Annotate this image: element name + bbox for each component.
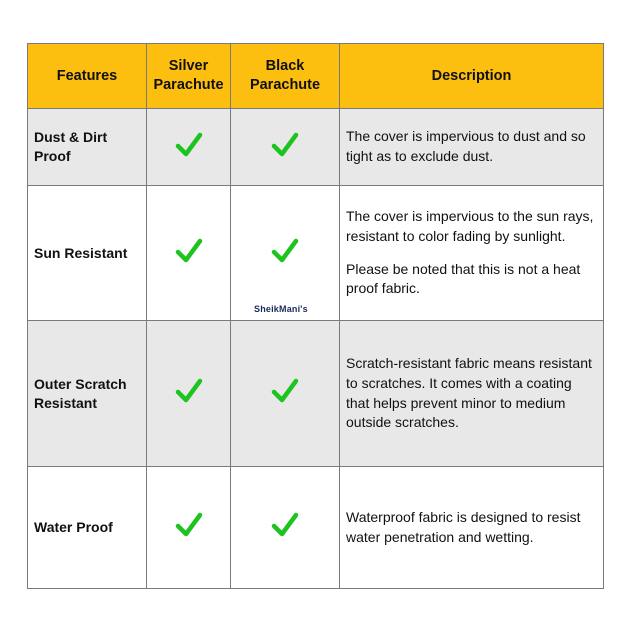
header-description: Description: [340, 44, 604, 109]
watermark-logo: SheikMani's: [254, 304, 308, 314]
feature-name: Water Proof: [28, 467, 147, 589]
table-row: [28, 467, 604, 589]
description-text: Scratch-resistant fabric means resistant to scratches. It comes with a coating that helps prevent minor to medium outside scratches.: [346, 354, 592, 431]
silver-cell: [147, 467, 231, 589]
header-black-parachute: Black Parachute: [231, 44, 340, 109]
header-features: Features: [28, 44, 147, 109]
feature-name: Outer Scratch Resistant: [28, 321, 147, 467]
table-row: [28, 186, 604, 321]
black-cell: [231, 186, 340, 321]
check-icon: [271, 378, 299, 404]
silver-cell: [147, 109, 231, 186]
feature-description: [340, 467, 604, 589]
black-cell: [231, 467, 340, 589]
header-row: [28, 44, 604, 109]
description-note: Please be noted that this is not a heat proof fabric.: [346, 260, 581, 297]
silver-cell: [147, 321, 231, 467]
description-text: The cover is impervious to dust and so tight as to exclude dust.: [346, 128, 586, 164]
description-text: Waterproof fabric is designed to resist water penetration and wetting.: [346, 508, 581, 545]
feature-name: Dust & Dirt Proof: [28, 109, 147, 186]
silver-cell: [147, 186, 231, 321]
black-cell: [231, 321, 340, 467]
check-icon: [175, 512, 203, 538]
table-row: [28, 109, 604, 186]
check-icon: [175, 378, 203, 404]
check-icon: [175, 238, 203, 264]
check-icon: [271, 132, 299, 158]
features-table: [27, 43, 604, 589]
header-silver-parachute: Silver Parachute: [147, 44, 231, 109]
table-row: [28, 321, 604, 467]
feature-description: [340, 321, 604, 467]
feature-name: Sun Resistant: [28, 186, 147, 321]
black-cell: [231, 109, 340, 186]
check-icon: [271, 238, 299, 264]
check-icon: [271, 512, 299, 538]
feature-description: [340, 186, 604, 321]
check-icon: [175, 132, 203, 158]
description-text: The cover is impervious to the sun rays, resistant to color fading by sunlight.: [346, 207, 594, 244]
feature-description: [340, 109, 604, 186]
